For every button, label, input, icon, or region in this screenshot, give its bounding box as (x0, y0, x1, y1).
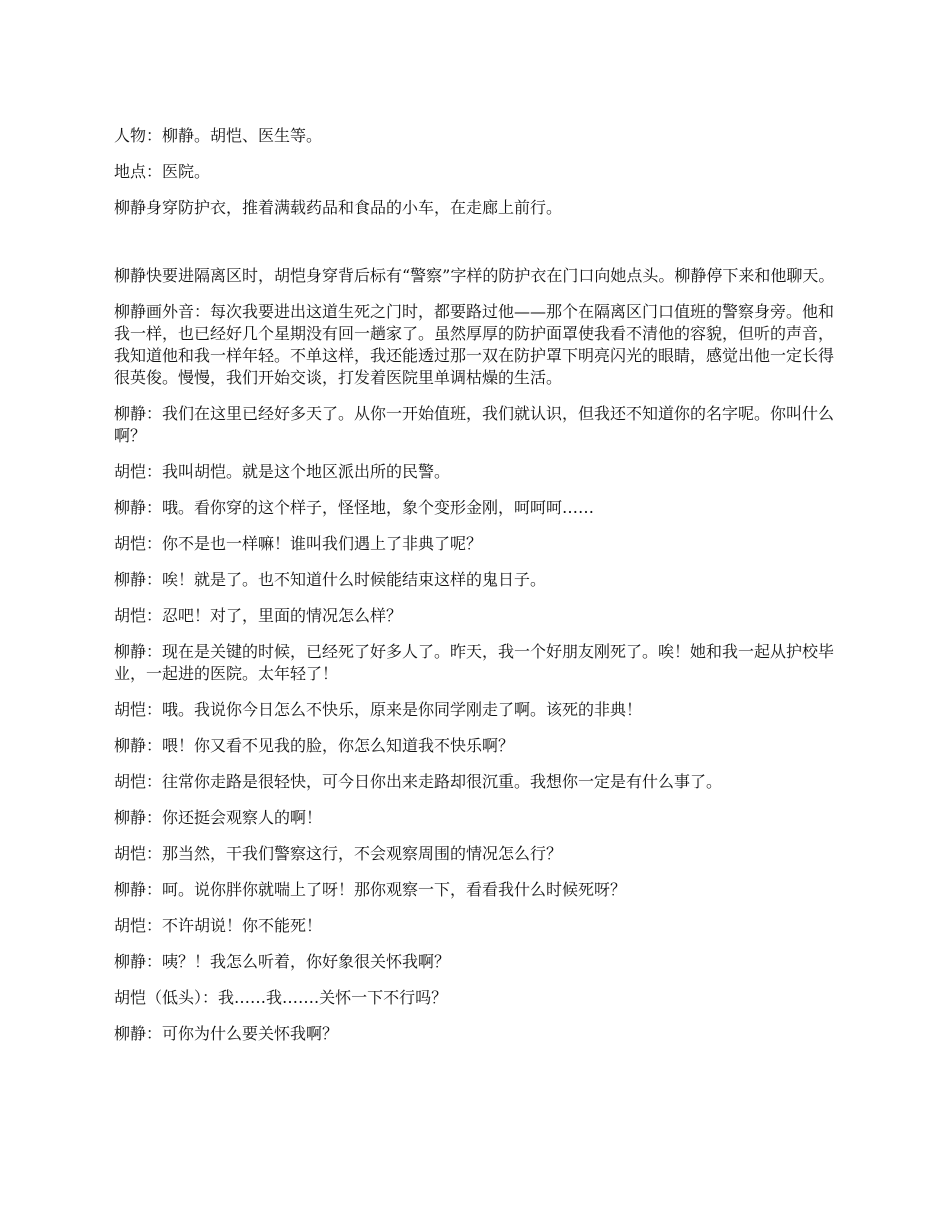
dialogue-line: 柳静：唉！就是了。也不知道什么时候能结束这样的鬼日子。 (114, 570, 547, 589)
dialogue-line: 胡恺（低头）：我……我…….关怀一下不行吗？ (114, 988, 448, 1007)
location-line: 地点：医院。 (114, 162, 211, 181)
stage-direction: 柳静快要进隔离区时，胡恺身穿背后标有“警察”字样的防护衣在门口向她点头。柳静停下来和他聊天。 (114, 266, 835, 285)
dialogue-line: 柳静：咦？！我怎么听着，你好象很关怀我啊？ (114, 952, 451, 971)
dialogue-line: 柳静：可你为什么要关怀我啊？ (114, 1024, 339, 1043)
dialogue-line: 柳静：喂！你又看不见我的脸，你怎么知道我不快乐啊？ (114, 736, 515, 755)
dialogue-line: 柳静：现在是关键的时候，已经死了好多人了。昨天，我一个好朋友刚死了。唉！她和我一起从护校毕业，一起进的医院。太年轻了！ (114, 642, 835, 683)
dialogue-line: 胡恺：不许胡说！你不能死！ (114, 916, 323, 935)
dialogue-line: 胡恺：你不是也一样嘛！谁叫我们遇上了非典了呢？ (114, 534, 483, 553)
dialogue-line: 柳静：哦。看你穿的这个样子，怪怪地，象个变形金刚，呵呵呵…… (114, 498, 595, 517)
blank-line (114, 233, 838, 265)
dialogue-line: 柳静：你还挺会观察人的啊！ (114, 808, 323, 827)
dialogue-line: 柳静：呵。说你胖你就喘上了呀！那你观察一下，看看我什么时候死呀？ (114, 880, 627, 899)
dialogue-line: 胡恺：那当然，干我们警察这行，不会观察周围的情况怎么行？ (114, 844, 563, 863)
cast-line: 人物：柳静。胡恺、医生等。 (114, 126, 323, 145)
dialogue-line: 胡恺：哦。我说你今日怎么不快乐，原来是你同学刚走了啊。该死的非典！ (114, 700, 643, 719)
dialogue-line: 胡恺：往常你走路是很轻快，可今日你出来走路却很沉重。我想你一定是有什么事了。 (114, 772, 723, 791)
voiceover-paragraph: 柳静画外音：每次我要进出这道生死之门时，都要路过他——那个在隔离区门口值班的警察身旁。他和我一样，也已经好几个星期没有回一趟家了。虽然厚厚的防护面罩使我看不清他的容貌，但听的声音，我知道他和我一样年轻。不单这样，我还能透过那一双在防护罩下明亮闪光的眼睛，感觉出他一定长得很英俊。慢慢，我们开始交谈，打发着医院里单调枯燥的生活。 (114, 302, 835, 387)
dialogue-line: 胡恺：忍吧！对了，里面的情况怎么样？ (114, 606, 403, 625)
dialogue-line: 胡恺：我叫胡恺。就是这个地区派出所的民警。 (114, 462, 451, 481)
stage-direction: 柳静身穿防护衣，推着满载药品和食品的小车，在走廊上前行。 (114, 198, 563, 217)
dialogue-line: 柳静：我们在这里已经好多天了。从你一开始值班，我们就认识，但我还不知道你的名字呢。你叫什么啊？ (114, 404, 835, 445)
